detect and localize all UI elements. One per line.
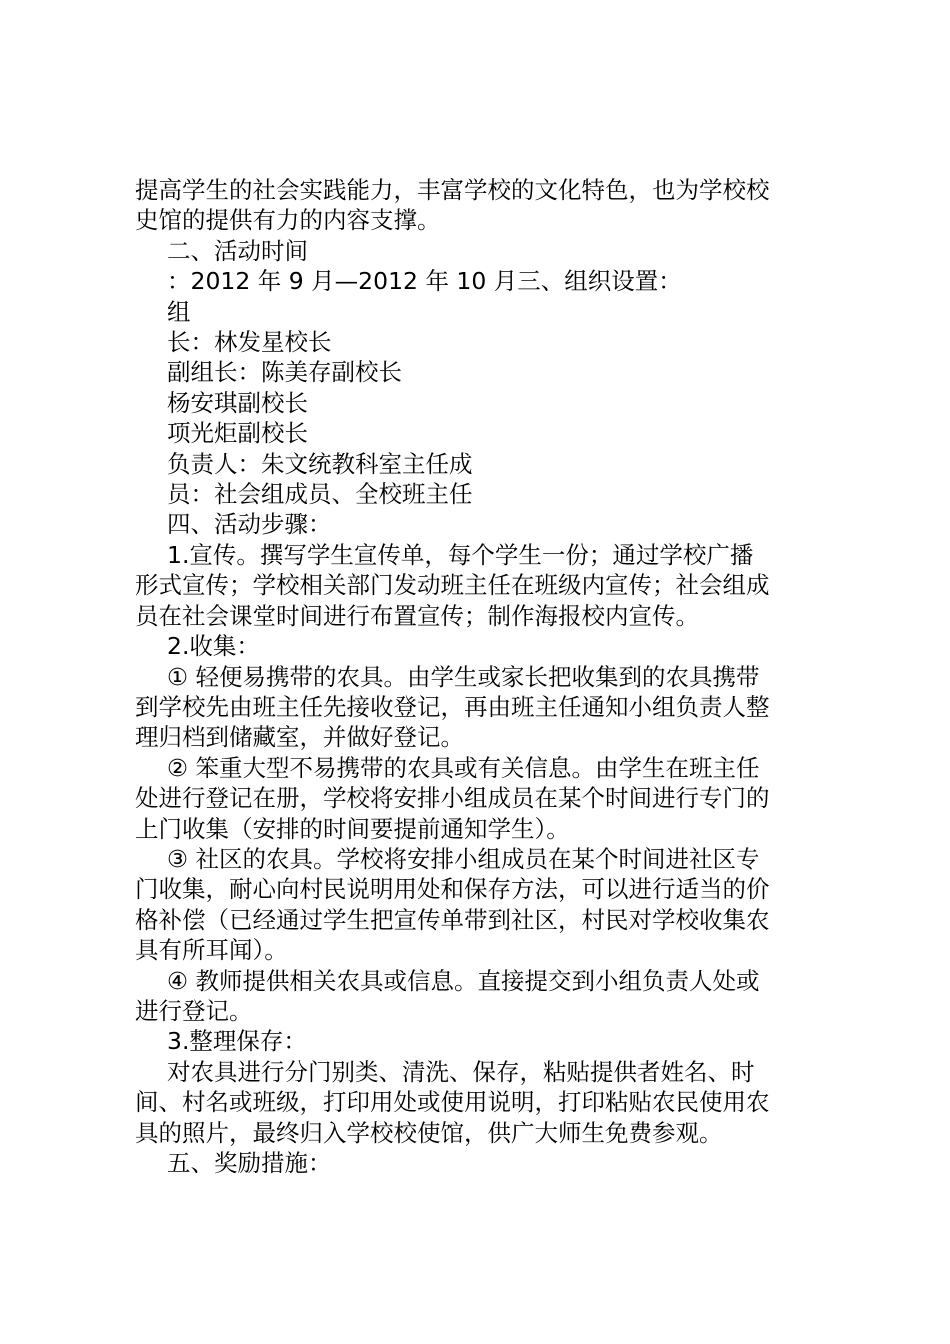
text-line: 员：社会组成员、全校班主任: [167, 480, 473, 509]
section-heading: 二、活动时间: [167, 236, 308, 265]
text-line: 进行登记。: [135, 996, 253, 1025]
text-line: 处进行登记在册，学校将安排小组成员在某个时间进行专门的: [135, 784, 770, 813]
text-line: 员在社会课堂时间进行布置宣传；制作海报校内宣传。: [135, 601, 699, 630]
text-line: ② 笨重大型不易携带的农具或有关信息。由学生在班主任: [167, 753, 760, 782]
document-body: [135, 175, 825, 1178]
text-line: 具有所耳闻）。: [135, 936, 288, 965]
text-line: 具的照片，最终归入学校校使馆，供广大师生免费参观。: [135, 1118, 723, 1147]
section-heading: 五、奖励措施：: [167, 1149, 332, 1177]
text-line: ① 轻便易携带的农具。由学生或家长把收集到的农具携带: [167, 662, 760, 691]
section-heading: 四、活动步骤：: [167, 510, 332, 539]
text-line: 副组长：陈美存副校长: [167, 358, 402, 387]
text-line: 负责人：朱文统教科室主任成: [167, 449, 473, 478]
text-line: 提高学生的社会实践能力，丰富学校的文化特色，也为学校校: [135, 176, 770, 204]
text-line: 2.收集：: [167, 632, 260, 661]
text-line: ③ 社区的农具。学校将安排小组成员在某个时间进社区专: [167, 844, 760, 873]
text-line: 理归档到储藏室，并做好登记。: [135, 723, 464, 752]
text-line: 门收集，耐心向村民说明用处和保存方法，可以进行适当的价: [135, 875, 770, 904]
text-line: 杨安琪副校长: [167, 388, 308, 417]
text-line: 项光炬副校长: [167, 419, 308, 448]
text-line: 史馆的提供有力的内容支撑。: [135, 206, 441, 235]
text-line: 间、村名或班级，打印用处或使用说明，打印粘贴农民使用农: [135, 1088, 770, 1117]
text-line: 格补偿（已经通过学生把宣传单带到社区，村民对学校收集农: [135, 905, 770, 934]
text-line: ：2012 年 9 月—2012 年 10 月三、组织设置：: [167, 267, 682, 296]
text-line: 1.宣传。撰写学生宣传单，每个学生一份；通过学校广播: [167, 540, 754, 569]
text-line: 上门收集（安排的时间要提前通知学生）。: [135, 814, 570, 843]
text-line: 对农具进行分门别类、清洗、保存，粘贴提供者姓名、时: [167, 1057, 755, 1086]
text-line: 组: [167, 297, 191, 326]
text-line: 形式宣传；学校相关部门发动班主任在班级内宣传；社会组成: [135, 571, 770, 600]
text-line: 长：林发星校长: [167, 328, 332, 357]
text-line: 到学校先由班主任先接收登记，再由班主任通知小组负责人整: [135, 692, 770, 721]
text-line: 3.整理保存：: [167, 1027, 307, 1056]
text-line: ④ 教师提供相关农具或信息。直接提交到小组负责人处或: [167, 966, 760, 995]
